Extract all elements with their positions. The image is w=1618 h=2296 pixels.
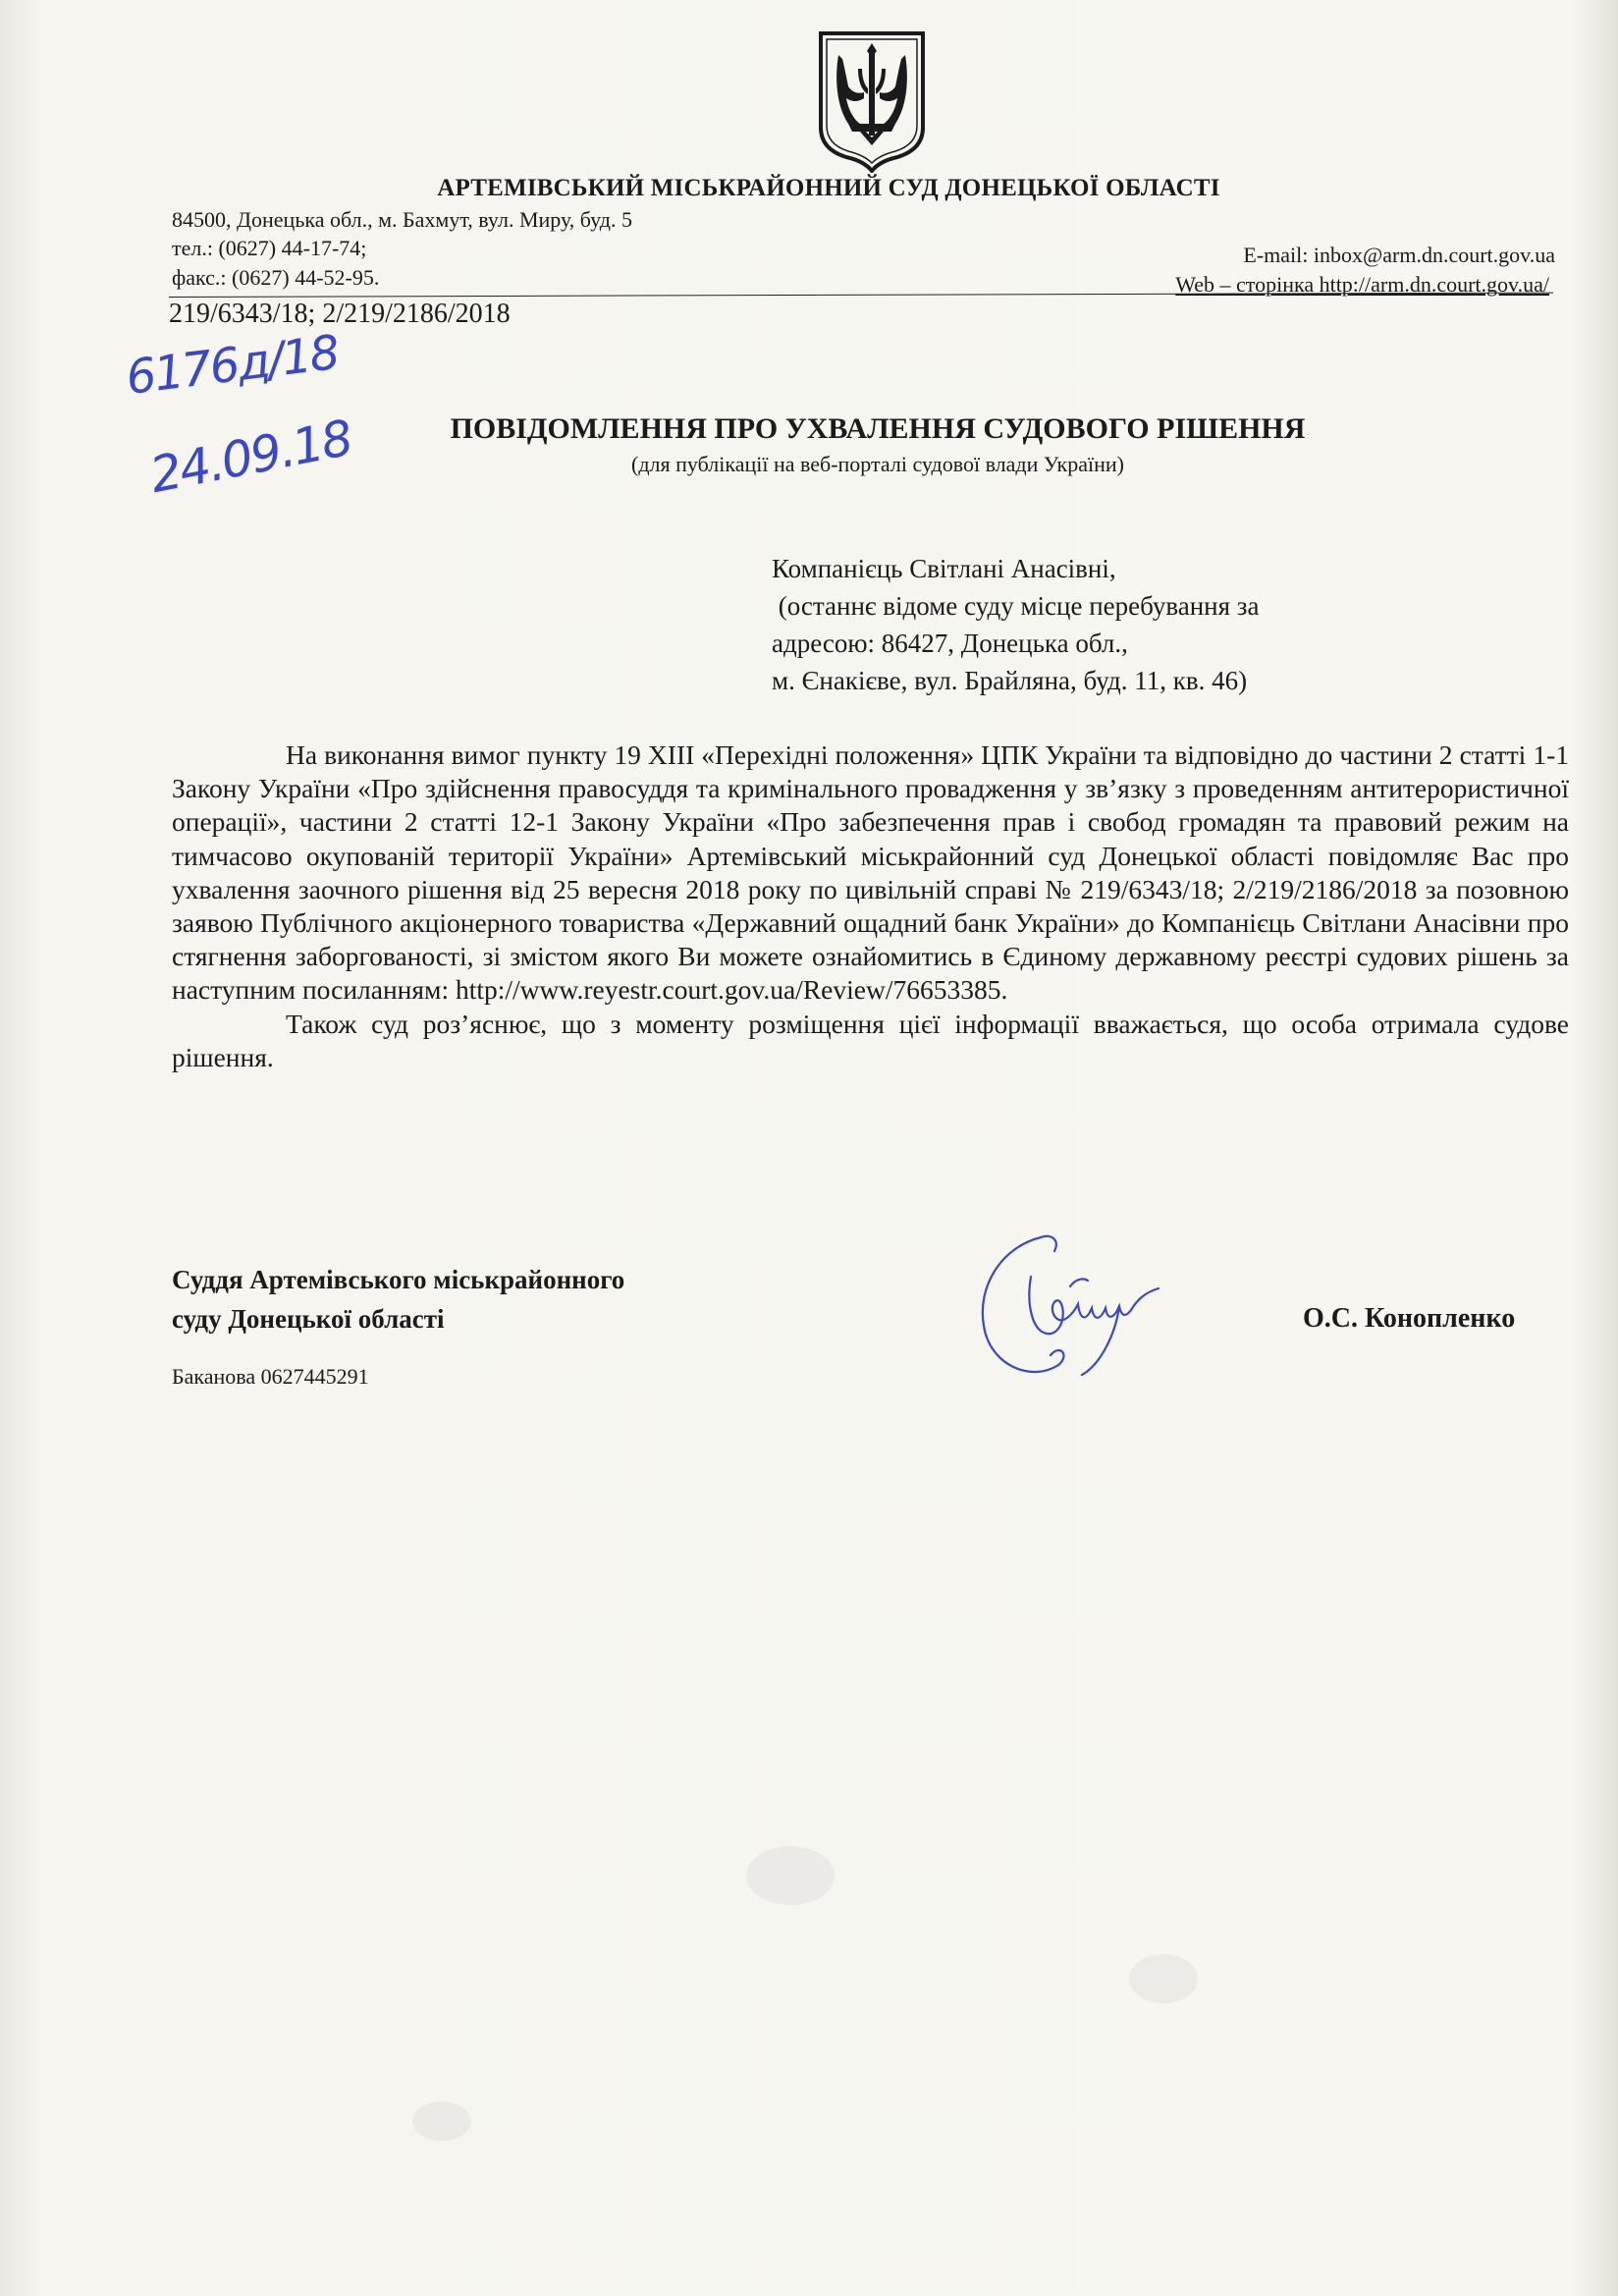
scan-smudge	[1129, 1954, 1198, 2003]
document-subtitle: (для публікації на веб-порталі судової влади України)	[631, 452, 1124, 476]
scan-smudge	[746, 1846, 835, 1905]
recipient-address-line: м. Єнакієве, вул. Брайляна, буд. 11, кв. 46)	[772, 666, 1248, 695]
court-email: E-mail: inbox@arm.dn.court.gov.ua	[1243, 243, 1555, 267]
coat-of-arms-trident-icon	[815, 29, 929, 173]
handwritten-signature	[972, 1218, 1188, 1394]
signer-title-line: Суддя Артемівського міськрайонного	[172, 1265, 625, 1294]
court-address: 84500, Донецька обл., м. Бахмут, вул. Миру, буд. 5	[172, 207, 632, 232]
recipient-address-line: адресою: 86427, Донецька обл.,	[772, 629, 1128, 658]
judge-name: О.С. Конопленко	[1303, 1303, 1516, 1334]
scan-smudge	[412, 2102, 471, 2141]
court-name: АРТЕМІВСЬКИЙ МІСЬКРАЙОННИЙ СУД ДОНЕЦЬКОЇ ОБЛАСТІ	[437, 175, 1220, 201]
case-number: 219/6343/18; 2/219/2186/2018	[169, 299, 511, 329]
executor-contact: Баканова 0627445291	[172, 1364, 369, 1389]
recipient-block	[772, 550, 1259, 699]
court-fax: факс.: (0627) 44-52-95.	[172, 265, 380, 290]
body-paragraph: На виконання вимог пункту 19 XIII «Перехідні положення» ЦПК України та відповідно до частини 2 статті 1-1 Закону України «Про здійснення правосуддя та кримінального провадження у зв’язку з проведенням антитерористичної операції», частини 2 статті 12-1 Закону України «Про забезпечення прав і свобод громадян та правовий режим на тимчасово окупованій території України» Артемівський міськрайонний суд Донецької області повідомляє Вас про ухвалення заочного рішення від 25 вересня 2018 року по цивільній справі № 219/6343/18; 2/219/2186/2018 за позовною заявою Публічного акціонерного товариства «Державний ощадний банк України» до Компанієць Світлани Анасівни про стягнення заборгованості, зі змістом якого Ви можете ознайомитись в Єдиному державному реєстрі судових рішень за наступним посиланням: http://www.reyestr.court.gov.ua/Review/76653385.	[172, 739, 1569, 1006]
recipient-address-line: (останнє відоме суду місце перебування за	[772, 591, 1260, 621]
signer-title	[172, 1260, 624, 1339]
document-title: ПОВІДОМЛЕННЯ ПРО УХВАЛЕННЯ СУДОВОГО РІШЕННЯ	[450, 412, 1306, 445]
handwritten-date: 24.09.18	[145, 409, 356, 505]
handwritten-registration-number: 6176д/18	[123, 325, 342, 406]
recipient-name: Компанієць Світлані Анасівні,	[772, 554, 1116, 583]
notice-body	[172, 738, 1569, 1074]
court-website: Web – сторінка http://arm.dn.court.gov.ua/	[1175, 272, 1549, 297]
signer-title-line: суду Донецької області	[172, 1304, 445, 1334]
body-paragraph: Також суд роз’яснює, що з моменту розміщення цієї інформації вважається, що особа отримала судове рішення.	[172, 1008, 1569, 1072]
court-phone: тел.: (0627) 44-17-74;	[172, 236, 367, 260]
